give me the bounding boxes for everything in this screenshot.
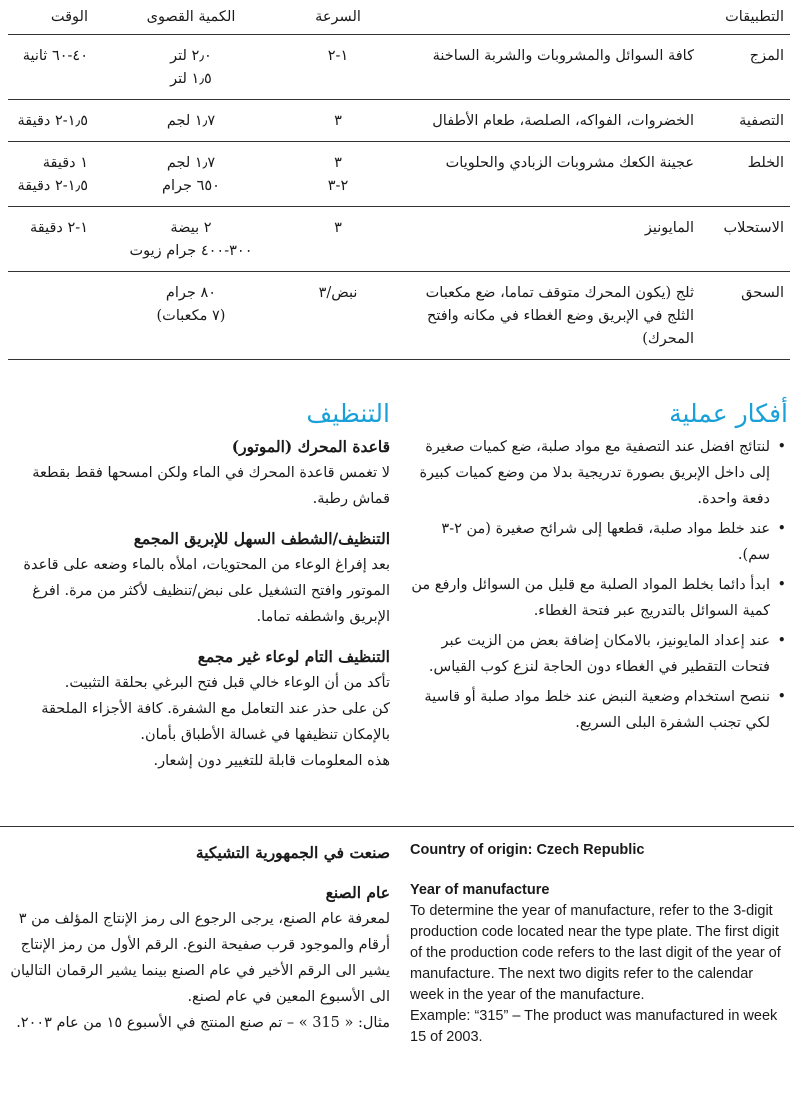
row-application: الاستحلاب [700, 207, 790, 272]
table-body [8, 35, 790, 360]
cleaning-title: التنظيف [306, 399, 390, 428]
row-speed [288, 207, 388, 272]
year-of-manufacture-text-en: To determine the year of manufacture, refer to the 3-digit production code located near the type plate. The first digit of the production code refers to the last digit of the year of manufacture. The next two digits refer to the calendar week in the year of the manufacture. [410, 903, 781, 1003]
row-time [8, 100, 94, 142]
row-application: التصفية [700, 100, 790, 142]
table-row [8, 35, 790, 100]
usage-table [8, 0, 790, 360]
year-of-manufacture-heading-en: Year of manufacture [410, 882, 550, 898]
header-speed: السرعة [288, 0, 388, 35]
row-speed [288, 272, 388, 360]
row-max-quantity-line: ٣٠٠-٤٠٠ جرام زيوت [129, 243, 253, 259]
table-row [8, 207, 790, 272]
row-time-line: ١ دقيقة [42, 155, 88, 171]
full-clean-line-3: هذه المعلومات قابلة للتغيير دون إشعار. [153, 753, 390, 769]
row-description [388, 272, 700, 360]
row-description-line: ثلج (يكون المحرك متوقف تماما، ضع مكعبات [425, 285, 694, 301]
section-divider [0, 826, 794, 827]
row-description-line: كافة السوائل والمشروبات والشربة الساخنة [432, 48, 694, 64]
row-max-quantity-line: (٧ مكعبات) [156, 308, 226, 324]
row-max-quantity [94, 272, 288, 360]
row-time-line: ١٫٥-٢ دقيقة [17, 113, 88, 129]
motor-base-heading: قاعدة المحرك (الموتور) [231, 437, 390, 456]
row-description-line: الثلج في الإبريق وضع الغطاء في مكانه وافتح المحرك) [426, 308, 694, 347]
row-time [8, 207, 94, 272]
row-max-quantity [94, 35, 288, 100]
year-of-manufacture-text-ar: لمعرفة عام الصنع، يرجى الرجوع الى رمز الإنتاج المؤلف من ٣ أرقام والموجود قرب صفيحة النوع. الرقم الأول من رمز الإنتاج يشير الى الرقم الأخير في عام الصنع بينما يشير الرقمان التاليان الى الأسبوع المعين في عام لصنع. [10, 911, 390, 1005]
full-clean-line-2: كن على حذر عند التعامل مع الشفرة. كافة الأجزاء الملحقة بالإمكان تنظيفها في غسالة الأطباق بأمان. [41, 701, 390, 743]
row-speed-line: ٣ [334, 113, 342, 129]
row-max-quantity-line: ١٫٧ لجم [166, 155, 216, 171]
header-time: الوقت [8, 0, 94, 35]
row-speed-line: ١-٢ [327, 48, 349, 64]
tip-item: • عند إعداد المايونيز، بالامكان إضافة بعض من الزيت عبر فتحات التقطير في الغطاء دون الحاجة لنزع كوب القياس. [406, 628, 770, 680]
table-row [8, 100, 790, 142]
row-speed [288, 35, 388, 100]
header-max-quantity: الكمية القصوى [94, 0, 288, 35]
table-row [8, 272, 790, 360]
row-speed-line: ٢-٣ [327, 178, 349, 194]
table-row [8, 142, 790, 207]
row-application: السحق [700, 272, 790, 360]
tips-section [406, 398, 788, 740]
row-time-line: ١٫٥-٢ دقيقة [17, 178, 88, 194]
example-text-en: Example: “315” – The product was manufactured in week 15 of 2003. [410, 1008, 778, 1045]
row-max-quantity-line: ٢ بيضة [170, 220, 212, 236]
origin-english [410, 840, 784, 1048]
row-time [8, 35, 94, 100]
row-max-quantity-line: ٨٠ جرام [165, 285, 217, 301]
origin-arabic [8, 840, 390, 1036]
row-description [388, 207, 700, 272]
tip-item: • عند خلط مواد صلبة، قطعها إلى شرائح صغيرة (من ٢-٣ سم). [406, 516, 770, 568]
tip-item: • لنتائج افضل عند التصفية مع مواد صلبة، ضع كميات صغيرة إلى داخل الإبريق بصورة تدريجية بدلا من وضع كميات كبيرة دفعة واحدة. [406, 434, 770, 512]
row-max-quantity [94, 100, 288, 142]
row-speed-line: ٣ [334, 220, 342, 236]
row-max-quantity-line: ١٫٧ لجم [166, 113, 216, 129]
row-max-quantity [94, 207, 288, 272]
row-description-line: الخضروات، الفواكه، الصلصة، طعام الأطفال [432, 113, 694, 129]
row-time-line: ٤٠-٦٠ ثانية [22, 48, 88, 64]
easy-rinse-heading: التنظيف/الشطف السهل للإبريق المجمع [133, 529, 390, 548]
cleaning-section [8, 398, 390, 774]
row-max-quantity-line: ١٫٥ لتر [170, 71, 212, 87]
row-speed-line: نبض/٣ [318, 285, 358, 301]
motor-base-text: لا تغمس قاعدة المحرك في الماء ولكن امسحها فقط بقطعة قماش رطبة. [32, 465, 390, 507]
tip-item: • ننصح استخدام وضعية النبض عند خلط مواد صلبة أو قاسية لكي تجنب الشفرة البلى السريع. [406, 684, 770, 736]
row-speed-line: ٣ [334, 155, 342, 171]
year-of-manufacture-heading-ar: عام الصنع [325, 883, 390, 902]
row-max-quantity-line: ٦٥٠ جرام [162, 178, 220, 194]
row-application: الخلط [700, 142, 790, 207]
example-text-ar: مثال: « 315 » – تم صنع المنتج في الأسبوع ١٥ من عام ٢٠٠٣. [16, 1015, 390, 1031]
easy-rinse-text: بعد إفراغ الوعاء من المحتويات، املأه بالماء وضعه على قاعدة الموتور وافتح التشغيل على نبض/تنظيف لأكثر من مرة. افرغ الإبريق واشطفه تماما. [23, 557, 390, 625]
header-applications: التطبيقات [700, 0, 790, 35]
tips-list [406, 434, 788, 736]
country-of-origin-en: Country of origin: Czech Republic [410, 842, 645, 858]
row-speed [288, 142, 388, 207]
row-time [8, 272, 94, 360]
row-description-line: عجينة الكعك مشروبات الزبادي والحلويات [445, 155, 694, 171]
row-max-quantity-line: ٢٫٠ لتر [170, 48, 212, 64]
full-clean-line-1: تأكد من أن الوعاء خالي قبل فتح البرغي بحلقة التثبيت. [64, 675, 390, 691]
row-description [388, 100, 700, 142]
table-header-row [8, 0, 790, 35]
tips-title: أفكار عملية [669, 399, 788, 428]
tip-item: • ابدأ دائما بخلط المواد الصلبة مع قليل من السوائل وارفع من كمية السوائل بالتدريج عبر فتحة الغطاء. [406, 572, 770, 624]
row-description [388, 35, 700, 100]
row-speed [288, 100, 388, 142]
row-description-line: المايونيز [644, 220, 694, 236]
row-max-quantity [94, 142, 288, 207]
row-time-line: ١-٢ دقيقة [30, 220, 88, 236]
row-time [8, 142, 94, 207]
country-of-origin-ar: صنعت في الجمهورية التشيكية [195, 843, 390, 862]
row-description [388, 142, 700, 207]
header-description [388, 0, 700, 35]
row-application: المزج [700, 35, 790, 100]
full-clean-heading: التنظيف التام لوعاء غير مجمع [197, 647, 390, 666]
